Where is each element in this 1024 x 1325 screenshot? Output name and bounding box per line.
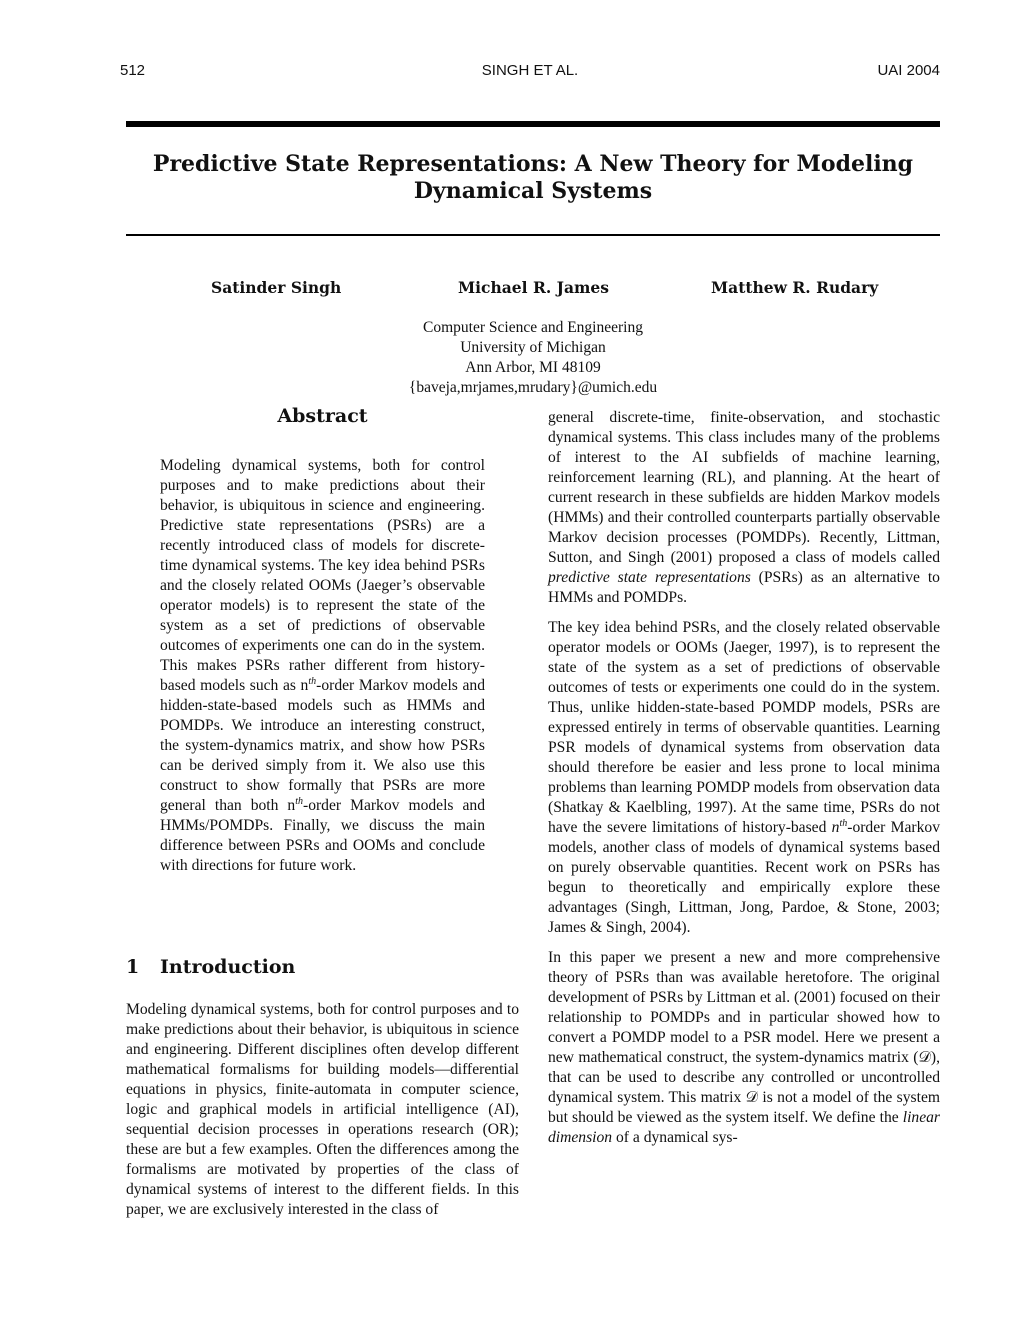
text-part: -order Markov models, another class of models of dynamical systems based on purely observable quantities. Recent work on PSRs has begun to theoretically and empirically explore these advantages (Singh, Littman, Jong, Pardoe, & Stone, 2003; James & Singh, 2004). (548, 819, 940, 936)
paragraph (548, 948, 940, 1148)
text-part: is not a model of the system but should be viewed as the system itself. We define the (548, 1089, 940, 1126)
text-part: ), that can be used to describe any controlled or uncontrolled dynamical system. This matrix (548, 1049, 940, 1106)
author-name: Satinder Singh (211, 278, 342, 297)
abstract-text-part: -order Markov models and HMMs/POMDPs. Finally, we discuss the main difference between PSRs and OOMs and conclude with directions for future work. (160, 797, 485, 874)
text-part: of a dynamical sys- (612, 1129, 738, 1146)
text-part: The key idea behind PSRs, and the closely related observable operator models or OOMs (Jaeger, 1997), is to represent the state of the system as a set of predictions of observable outcomes of tests or experiments one could do in the system. Thus, unlike hidden-state-based POMDP models, PSRs are expressed entirely in terms of observable quantities. Learning PSR models of dynamical systems from observation data should therefore be easier and less prone to local minima problems than learning POMDP models from observation data (Shatkay & Kaelbling, 1997). At the same time, PSRs do not have the severe limitations of history-based (548, 619, 940, 836)
text-part: general discrete-time, finite-observation, and stochastic dynamical systems. This class includes many of the problems of interest to the AI subfields of machine learning, reinforcement learning (RL), and planning. At the heart of current research in these subfields are hidden Markov models (HMMs) and their controlled counterparts partially observable Markov decision processes (POMDPs). Recently, Littman, Sutton, and Singh (2001) proposed a class of models called (548, 409, 940, 566)
abstract-body (160, 456, 485, 876)
title-line-2: Dynamical Systems (413, 178, 653, 204)
title-line-1: Predictive State Representations: A New Theory for Modeling (152, 151, 914, 177)
emphasis-text: predictive state representations (548, 569, 751, 586)
intro-left-paragraph: Modeling dynamical systems, both for control purposes and to make predictions about their behavior, is ubiquitous in science and engineering. Different disciplines often develop different mathematical formalisms for building models—differential equations in physics, finite-automata in computer science, logic and graphical models in artificial intelligence (AI), sequential decision processes in operations research (OR); these are but a few examples. Often the differences among the formalisms are motivated by properties of the class of dynamical systems of interest to the different fields. In this paper, we are exclusively interested in the class of (126, 1001, 519, 1218)
paper-title (126, 151, 940, 205)
abstract-text-part: -order Markov models and hidden-state-based models such as HMMs and POMDPs. We introduce an interesting construct, the system-dynamics matrix, and show how PSRs can be derived simply from it. We also use this construct to show formally that PSRs are more general than both n (160, 677, 485, 814)
title-bottom-rule (126, 234, 940, 236)
affiliation-emails: {baveja,mrjames,mrudary}@umich.edu (408, 379, 658, 396)
affiliation-city: Ann Arbor, MI 48109 (465, 359, 601, 376)
affiliation-block (300, 318, 766, 398)
section-heading (126, 956, 521, 978)
paragraph (548, 618, 940, 938)
venue-label: UAI 2004 (877, 62, 940, 79)
abstract-heading: Abstract (277, 405, 368, 427)
paragraph (548, 408, 940, 608)
superscript: th (839, 817, 848, 829)
math-variable: n (831, 819, 840, 836)
right-column (548, 408, 940, 1158)
math-symbol: 𝒟 (918, 1049, 931, 1066)
text-part: In this paper we present a new and more comprehensive theory of PSRs than was available heretofore. The original development of PSRs by Littman et al. (2001) focused on their relationship to POMDPs and in particular showed how to convert a POMDP model to a PSR model. Here we present a new mathematical construct, the system-dynamics matrix ( (548, 949, 940, 1066)
author-name: Matthew R. Rudary (711, 278, 879, 297)
title-top-rule (126, 121, 940, 127)
math-symbol: 𝒟 (745, 1089, 759, 1106)
superscript: th (295, 795, 303, 807)
text-part: (PSRs) as an alternative to HMMs and POMDPs. (548, 569, 940, 606)
affiliation-university: University of Michigan (460, 339, 606, 356)
section-number: 1 (126, 956, 140, 978)
page-number: 512 (120, 62, 146, 79)
emphasis-text: linear dimension (548, 1109, 940, 1146)
section-title: Introduction (160, 956, 296, 978)
author-name: Michael R. James (458, 278, 609, 297)
abstract-text-part: Modeling dynamical systems, both for control purposes and to make predictions about their behavior, is ubiquitous in science and engineering. Predictive state representations (PSRs) are a recently introduced class of models for discrete-time dynamical systems. The key idea behind PSRs and the closely related OOMs (Jaeger’s observable operator models) is to represent the state of the system as a set of predictions of observable outcomes of experiments one can do in the system. This makes PSRs rather different from history-based models such as n (160, 457, 485, 694)
superscript: th (308, 675, 317, 687)
running-title: SINGH ET AL. (481, 62, 579, 79)
affiliation-dept: Computer Science and Engineering (423, 319, 643, 336)
running-head (120, 62, 940, 84)
